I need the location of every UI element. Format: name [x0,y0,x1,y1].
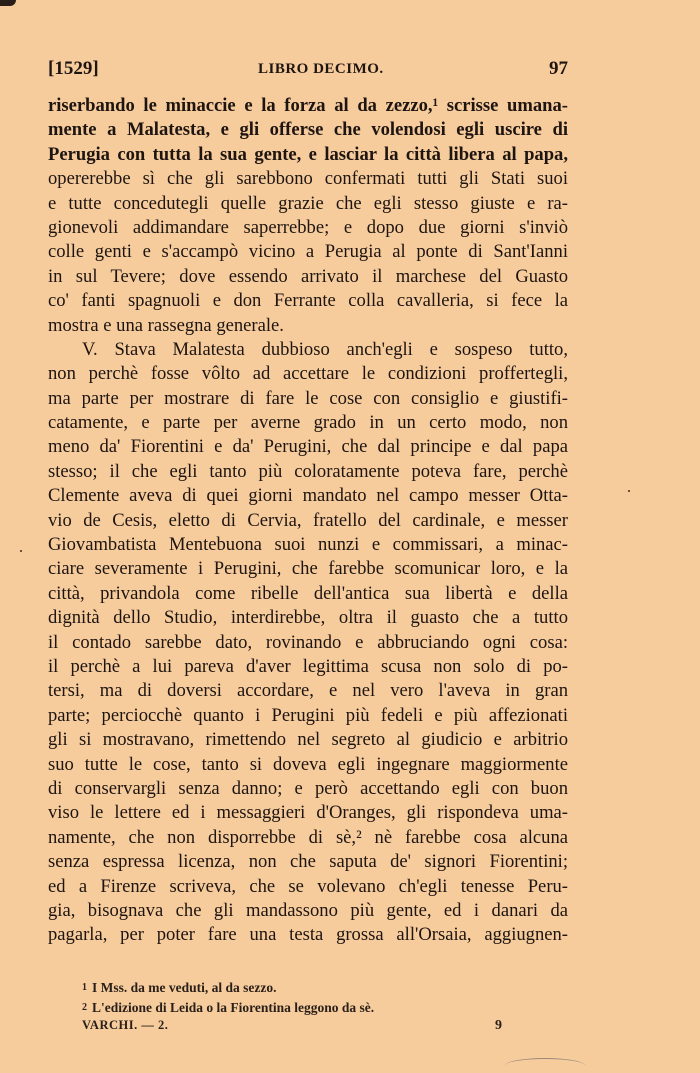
text-line: pagarla, per poter fare una testa grossa all'Orsaia, aggiugnen- [48,924,568,946]
text-line: Perugia con tutta la sua gente, e lasciar la città libera al papa, [48,143,568,165]
text-line: mente a Malatesta, e gli offerse che volendosi egli uscire di [48,119,568,141]
header-book-title: LIBRO DECIMO. [258,61,384,77]
text-line: gia, bisognava che gli mandassono più gente, ed i danari da [48,899,568,921]
text-line: senza espressa licenza, non che saputa de' signori Fiorentini; [48,851,568,873]
text-line: namente, che non disporrebbe di sè,² nè farebbe cosa alcuna [48,826,568,848]
text-line: ed a Firenze scriveva, che se volevano ch'egli tenesse Peru- [48,875,568,897]
header-year: [1529] [48,58,99,79]
text-line: opererebbe sì che gli sarebbono confermati tutti gli Stati suoi [48,168,568,190]
text-line: in sul Tevere; dove essendo arrivato il marchese del Guasto [48,265,568,287]
text-line: parte; perciocchè quanto i Perugini più fedeli e più affezionati [48,704,568,726]
text-line: stesso; il che egli tanto più coloratamente poteva fare, perchè [48,460,568,482]
text-line: e tutte concedutegli quelle grazie che egli stesso giuste e ra- [48,192,568,214]
text-line: catamente, e parte per averne grado in un certo modo, non [48,412,568,434]
text-line: suo tutte le cose, tanto si doveva egli ingegnare maggiormente [48,753,568,775]
printer-signature-row [82,1018,502,1038]
bottom-stamp-fragment [505,1058,585,1073]
page-corner-mark [0,0,16,6]
signature-mark: VARCHI. — 2. [82,1018,169,1032]
text-line: dignità dello Studio, interdirebbe, oltra il guasto che a tutto [48,607,568,629]
text-line: tersi, ma di doversi accordare, e nel vero l'aveva in gran [48,680,568,702]
text-line: colle genti e s'accampò vicino a Perugia al ponte di Sant'Ianni [48,241,568,263]
text-line: vio de Cesis, eletto di Cervia, fratello del cardinale, e messer [48,509,568,531]
text-line: il perchè a lui pareva d'aver legittima scusa non solo di po- [48,655,568,677]
footnote-text: L'edizione di Leida o la Fiorentina leggono da sè. [92,1000,375,1015]
footnote-text: I Mss. da me veduti, al da sezzo. [92,980,277,995]
text-line: gionevoli addimandare saperrebbe; e dopo due giorni s'inviò [48,216,568,238]
paper-speck [20,550,22,552]
text-line: gli si mostravano, rimettendo nel segreto al giudicio e arbitrio [48,729,568,751]
text-line: meno da' Fiorentini e da' Perugini, che dal principe e dal papa [48,436,568,458]
footnote-mark: 2 [82,1002,87,1013]
text-line: mostra e una rassegna generale. [48,314,284,336]
text-line: ciare severamente i Perugini, che farebbe scomunicar loro, e la [48,558,568,580]
footnote [82,978,552,998]
footnote-mark: 1 [82,982,87,993]
text-line: ma parte per mostrare di fare le cose con consiglio e giustifi- [48,387,568,409]
text-line: viso le lettere ed i messaggieri d'Oranges, gli rispondeva uma- [48,802,568,824]
gathering-number: 9 [495,1018,502,1033]
text-line: di conservargli senza danno; e però accettando egli con buon [48,777,568,799]
body-text [48,94,568,948]
text-line: Clemente aveva di quei giorni mandato nel campo messer Otta- [48,485,568,507]
text-line: V. Stava Malatesta dubbioso anch'egli e sospeso tutto, [82,338,568,360]
footnotes [82,978,552,1018]
text-line: città, privandola come ribelle dell'antica sua libertà e della [48,582,568,604]
text-line: Giovambatista Mentebuona suoi nunzi e commissari, a minac- [48,534,568,556]
text-line: riserbando le minaccie e la forza al da zezzo,¹ scrisse umana- [48,95,568,116]
running-header [48,58,568,84]
text-line: non perchè fosse vôlto ad accettare le condizioni proffertegli, [48,363,568,385]
page-number: 97 [549,58,568,79]
paper-speck [628,490,630,492]
text-line: co' fanti spagnuoli e don Ferrante colla cavalleria, si fece la [48,290,568,312]
text-line: il contado sarebbe dato, rovinando e abbruciando ogni cosa: [48,631,568,653]
footnote [82,998,552,1018]
